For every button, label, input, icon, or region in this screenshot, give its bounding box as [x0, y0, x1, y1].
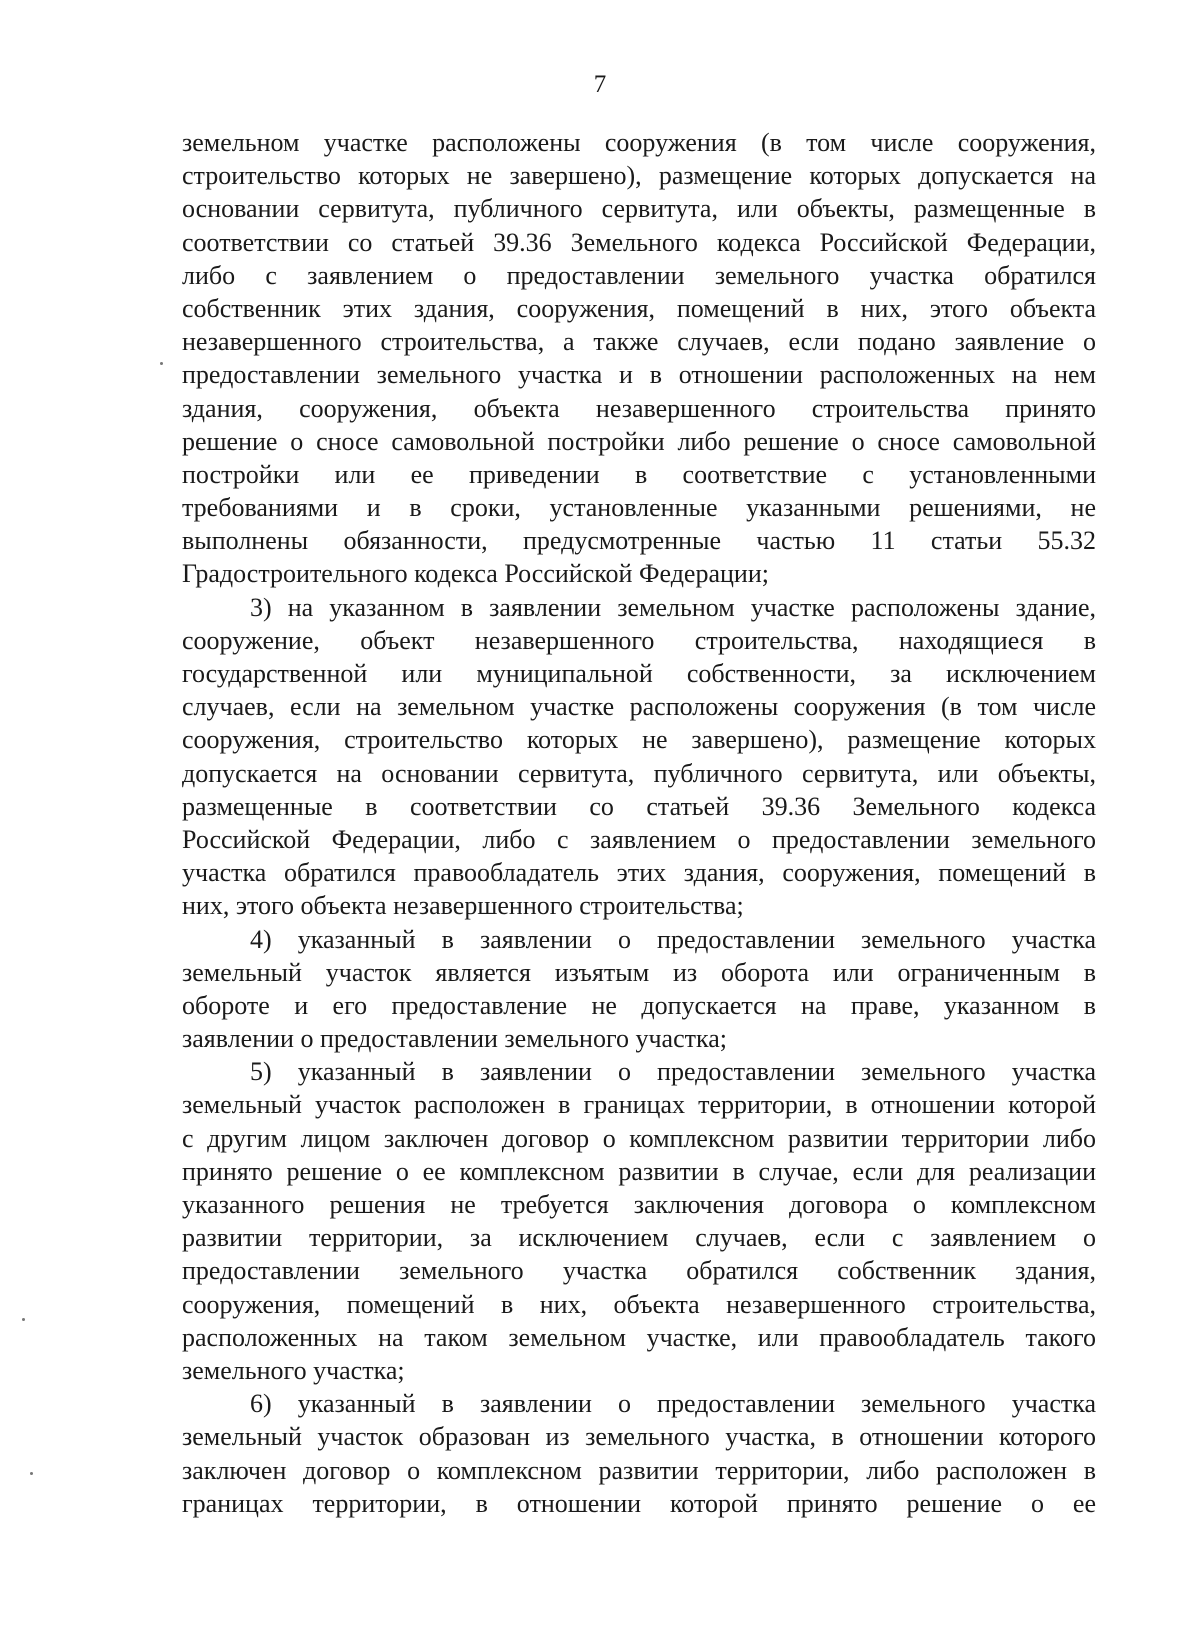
text-line: сооружение, объект незавершенного строительства, находящиеся в	[182, 625, 1096, 655]
text-line: земельный участок расположен в границах территории, в отношении которой	[182, 1090, 1096, 1120]
text-line: 3) на указанном в заявлении земельном участке расположены здание,	[250, 592, 1096, 622]
text-line: обороте и его предоставление не допускается на праве, указанном в	[182, 990, 1096, 1020]
text-line: государственной или муниципальной собственности, за исключением	[182, 659, 1096, 688]
text-line: 5) указанный в заявлении о предоставлении земельного участка	[250, 1057, 1096, 1087]
scan-speck	[30, 1472, 33, 1475]
text-line: собственник этих здания, сооружения, помещений в них, этого объекта	[182, 293, 1096, 323]
text-line: основании сервитута, публичного сервитута, или объекты, размещенные в	[182, 194, 1096, 224]
text-line: с другим лицом заключен договор о комплексном развитии территории либо	[182, 1123, 1096, 1153]
text-line: соответствии со статьей 39.36 Земельного кодекса Российской Федерации,	[182, 227, 1096, 257]
text-line: земельного участка;	[182, 1355, 405, 1385]
paragraph-item-5	[182, 1055, 1096, 1387]
text-line: размещенные в соответствии со статьей 39.36 Земельного кодекса	[182, 791, 1096, 821]
text-line: предоставлении земельного участка и в отношении расположенных на нем	[182, 360, 1096, 390]
text-line: границах территории, в отношении которой принято решение о ее	[182, 1488, 1096, 1518]
text-line: решение о сносе самовольной постройки либо решение о сносе самовольной	[182, 426, 1096, 456]
scan-speck	[22, 1318, 25, 1321]
scan-speck	[160, 362, 163, 365]
page-number: 7	[593, 71, 607, 98]
text-line: расположенных на таком земельном участке, или правообладатель такого	[182, 1322, 1096, 1352]
paragraph-item-3	[182, 591, 1096, 923]
text-line: земельный участок является изъятым из оборота или ограниченным в	[182, 957, 1096, 987]
text-line: постройки или ее приведении в соответствие с установленными	[182, 459, 1096, 489]
text-line: сооружения, помещений в них, объекта незавершенного строительства,	[182, 1289, 1096, 1319]
text-line: 6) указанный в заявлении о предоставлении земельного участка	[250, 1389, 1096, 1419]
text-line: требованиями и в сроки, установленные указанными решениями, не	[182, 493, 1096, 523]
text-line: незавершенного строительства, а также случаев, если подано заявление о	[182, 327, 1096, 357]
text-line: них, этого объекта незавершенного строительства;	[182, 891, 744, 921]
text-line: 4) указанный в заявлении о предоставлении земельного участка	[250, 924, 1096, 954]
text-line: принято решение о ее комплексном развитии в случае, если для реализации	[182, 1156, 1096, 1186]
text-line: выполнены обязанности, предусмотренные частью 11 статьи 55.32	[182, 526, 1096, 556]
text-line: предоставлении земельного участка обратился собственник здания,	[182, 1256, 1096, 1286]
text-line: заключен договор о комплексном развитии территории, либо расположен в	[182, 1455, 1096, 1485]
text-line: допускается на основании сервитута, публичного сервитута, или объекты,	[182, 758, 1096, 788]
text-line: Градостроительного кодекса Российской Федерации;	[182, 559, 769, 589]
body-text	[182, 126, 1096, 1520]
text-line: либо с заявлением о предоставлении земельного участка обратился	[182, 260, 1096, 290]
text-line: заявлении о предоставлении земельного участка;	[182, 1024, 727, 1054]
paragraph-continuation	[182, 126, 1096, 591]
text-line: строительство которых не завершено), размещение которых допускается на	[182, 161, 1096, 191]
text-line: развитии территории, за исключением случаев, если с заявлением о	[182, 1223, 1096, 1253]
text-line: земельном участке расположены сооружения (в том числе сооружения,	[182, 128, 1096, 157]
text-line: Российской Федерации, либо с заявлением о предоставлении земельного	[182, 824, 1096, 854]
text-line: участка обратился правообладатель этих здания, сооружения, помещений в	[182, 858, 1096, 888]
text-line: сооружения, строительство которых не завершено), размещение которых	[182, 725, 1096, 755]
text-line: здания, сооружения, объекта незавершенного строительства принято	[182, 393, 1096, 423]
paragraph-item-4	[182, 923, 1096, 1056]
text-line: указанного решения не требуется заключения договора о комплексном	[182, 1190, 1096, 1219]
paragraph-item-6	[182, 1387, 1096, 1520]
text-line: случаев, если на земельном участке расположены сооружения (в том числе	[182, 692, 1096, 722]
text-line: земельный участок образован из земельного участка, в отношении которого	[182, 1422, 1096, 1452]
